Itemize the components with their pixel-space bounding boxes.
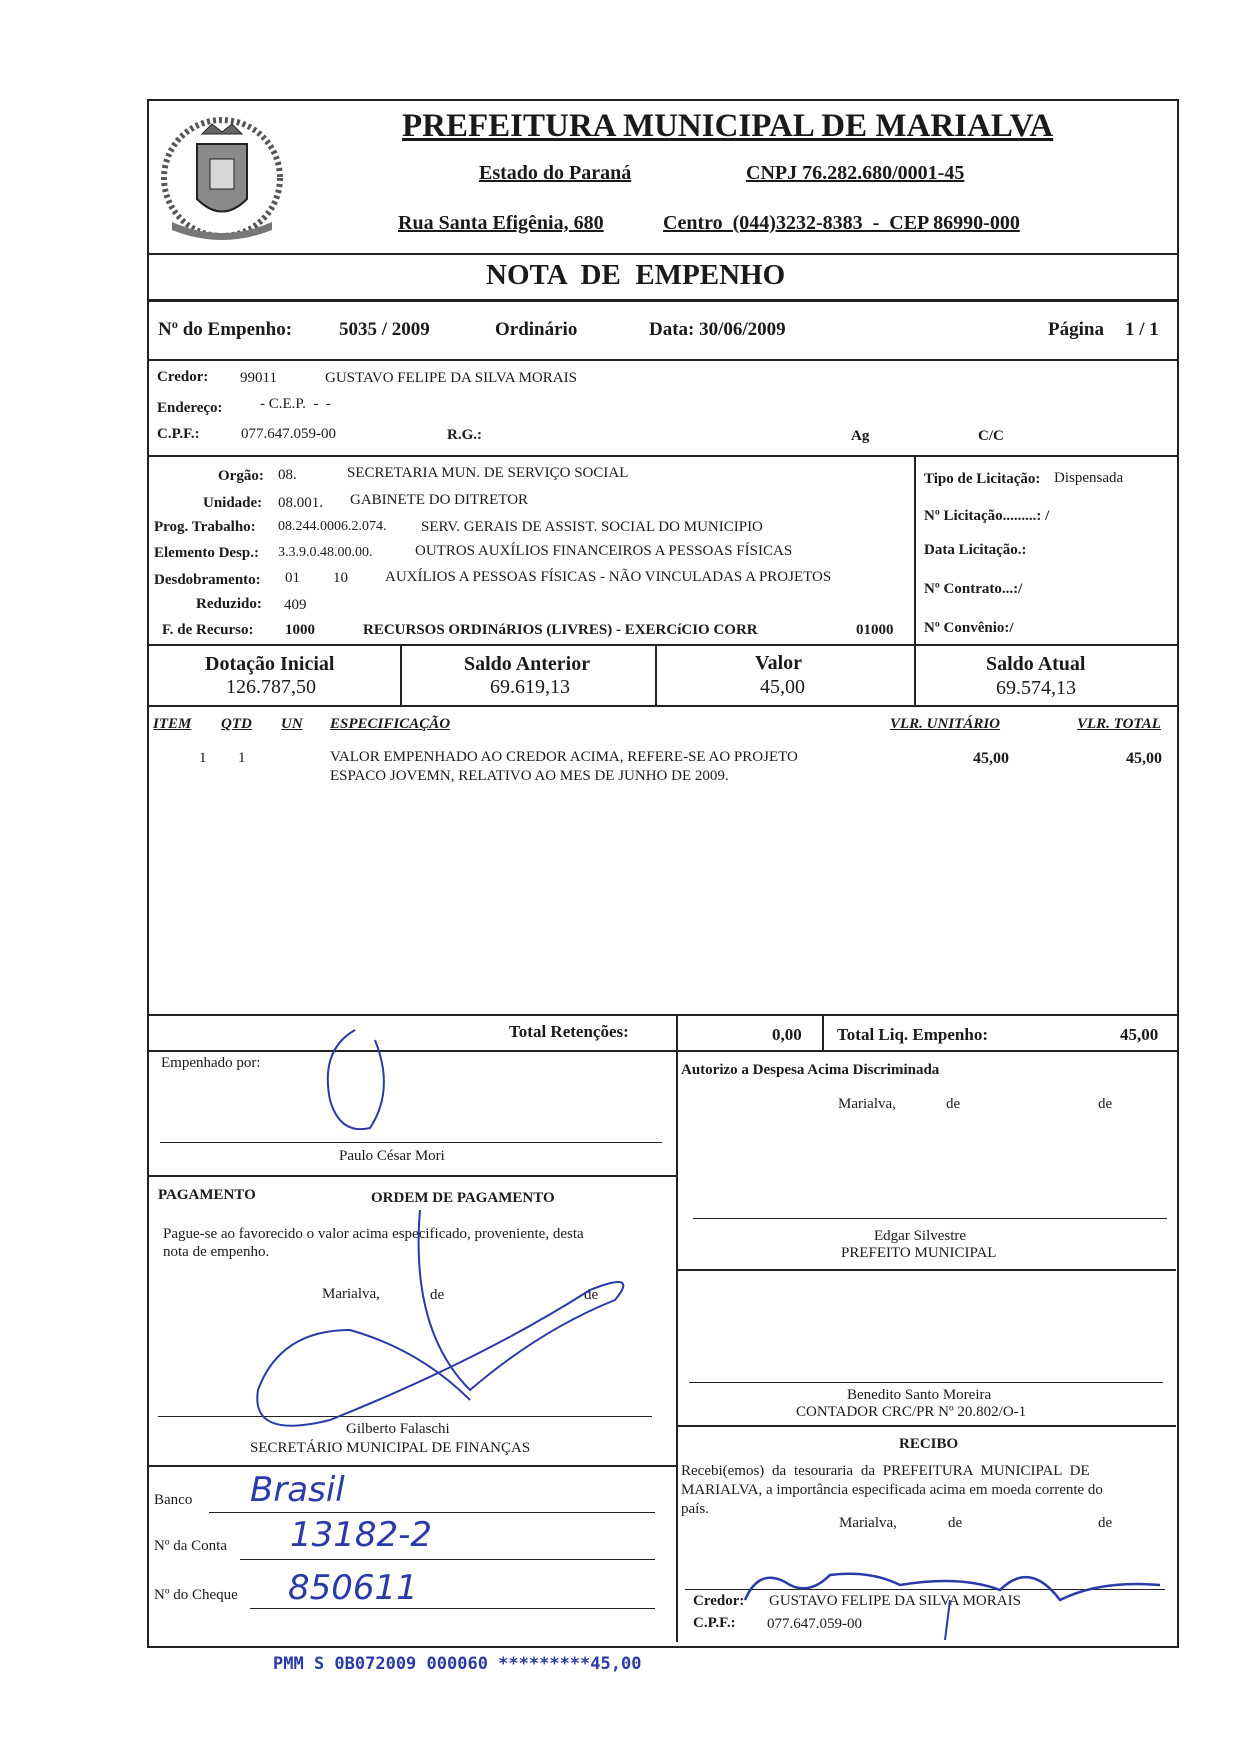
desd-code1: 01 [285, 570, 300, 586]
row-spec-line1: VALOR EMPENHADO AO CREDOR ACIMA, REFERE-SE AO PROJETO [330, 749, 798, 765]
contador-signer: Benedito Santo Moreira [847, 1387, 992, 1403]
cpf-label: C.P.F.: [157, 426, 200, 442]
contador-role: CONTADOR CRC/PR Nº 20.802/O-1 [796, 1404, 1027, 1420]
page-number: 1 / 1 [1125, 319, 1159, 340]
desd-code2: 10 [333, 570, 348, 586]
row-total: 45,00 [1126, 750, 1162, 767]
orgao-label: Orgão: [218, 468, 264, 484]
col-header-total: VLR. TOTAL [1077, 716, 1161, 732]
rg-label: R.G.: [447, 427, 482, 443]
valor-value: 45,00 [760, 676, 805, 698]
unidade-value: GABINETE DO DITRETOR [350, 492, 529, 508]
reduzido-label: Reduzido: [196, 596, 262, 612]
conta-value: 13182-2 [290, 1515, 433, 1555]
empenho-number: 5035 / 2009 [339, 319, 430, 340]
recibo-signature [745, 1574, 1160, 1600]
recurso-code: 1000 [285, 622, 315, 638]
autorizo-de2: de [1098, 1096, 1113, 1112]
desd-label: Desdobramento: [154, 572, 261, 588]
cheque-value: 850611 [288, 1568, 418, 1608]
autorizo-role: PREFEITO MUNICIPAL [841, 1245, 997, 1261]
cpf-value: 077.647.059-00 [241, 426, 336, 442]
empenhado-label: Empenhado por: [161, 1055, 261, 1071]
col-header-spec: ESPECIFICAÇÃO [330, 716, 451, 732]
district-phone-cep: Centro (044)3232-8383 - CEP 86990-000 [663, 212, 1020, 234]
saldo-anterior-label: Saldo Anterior [464, 653, 591, 675]
elem-value: OUTROS AUXÍLIOS FINANCEIROS A PESSOAS FÍSICAS [415, 543, 793, 559]
row-spec-line2: ESPACO JOVEMN, RELATIVO AO MES DE JUNHO DE 2009. [330, 768, 729, 784]
col-header-qtd: QTD [221, 716, 252, 732]
cheque-label: Nº do Cheque [154, 1587, 238, 1603]
recibo-credor-label: Credor: [693, 1593, 745, 1609]
retencoes-value: 0,00 [772, 1025, 802, 1044]
doc-title: NOTA DE EMPENHO [486, 259, 786, 291]
pagamento-signature [257, 1210, 623, 1426]
recurso-code2: 01000 [856, 622, 894, 638]
recibo-text-line2: MARIALVA, a importância especificada acima em moeda corrente do [681, 1482, 1103, 1498]
retencoes-label: Total Retenções: [509, 1022, 629, 1041]
prog-label: Prog. Trabalho: [154, 519, 256, 535]
reduzido-value: 409 [284, 597, 307, 613]
banco-label: Banco [154, 1492, 193, 1508]
valor-label: Valor [755, 652, 803, 674]
convenio: Nº Convênio:/ [924, 620, 1014, 636]
saldo-atual-value: 69.574,13 [996, 677, 1076, 699]
cc-label: C/C [978, 428, 1004, 444]
pagamento-role: SECRETÁRIO MUNICIPAL DE FINANÇAS [250, 1440, 531, 1456]
unidade-label: Unidade: [203, 495, 263, 511]
pagamento-label: PAGAMENTO [158, 1187, 256, 1203]
pagamento-city: Marialva, [322, 1286, 380, 1302]
licitacao-numero: Nº Licitação.........: / [924, 508, 1050, 524]
contrato: Nº Contrato...:/ [924, 581, 1023, 597]
ordem-pagamento-label: ORDEM DE PAGAMENTO [371, 1190, 555, 1206]
credor-name: GUSTAVO FELIPE DA SILVA MORAIS [325, 370, 577, 386]
licitacao-tipo: Dispensada [1054, 470, 1124, 486]
recurso-value: RECURSOS ORDINáRIOS (LIVRES) - EXERCíCIO CORR [363, 622, 758, 638]
recibo-cpf: 077.647.059-00 [767, 1616, 862, 1632]
page-title: PREFEITURA MUNICIPAL DE MARIALVA [402, 108, 1054, 144]
empenho-label: Nº do Empenho: [158, 319, 293, 340]
empenho-date: Data: 30/06/2009 [649, 319, 786, 340]
pagamento-text-line1: Pague-se ao favorecido o valor acima especificado, proveniente, desta [163, 1226, 584, 1242]
recibo-label: RECIBO [899, 1436, 959, 1452]
pagamento-text-line2: nota de empenho. [163, 1244, 270, 1260]
endereco-value: - C.E.P. - - [260, 396, 331, 412]
dotacao-value: 126.787,50 [226, 676, 316, 698]
autorizo-city: Marialva, [838, 1096, 896, 1112]
licitacao-data: Data Licitação.: [924, 542, 1027, 558]
pagamento-de2: de [584, 1287, 599, 1303]
row-unit: 45,00 [973, 750, 1009, 767]
col-header-item: ITEM [153, 716, 192, 732]
empenho-type: Ordinário [495, 319, 578, 340]
row-item: 1 [199, 750, 207, 766]
autorizo-de1: de [946, 1096, 961, 1112]
prog-value: SERV. GERAIS DE ASSIST. SOCIAL DO MUNICIPIO [421, 519, 763, 535]
elem-code: 3.3.9.0.48.00.00. [278, 545, 373, 560]
pagamento-signer: Gilberto Falaschi [346, 1421, 450, 1437]
banco-value: Brasil [250, 1470, 345, 1510]
endereco-label: Endereço: [157, 400, 223, 416]
orgao-value: SECRETARIA MUN. DE SERVIÇO SOCIAL [347, 465, 629, 481]
empenhado-signer: Paulo César Mori [339, 1148, 445, 1164]
dotacao-label: Dotação Inicial [205, 653, 335, 675]
machine-stamp: PMM S 0B072009 000060 *********45,00 [273, 1654, 642, 1674]
recibo-de2: de [1098, 1515, 1113, 1531]
recibo-cpf-label: C.P.F.: [693, 1615, 736, 1631]
col-header-un: UN [281, 716, 303, 732]
recibo-city: Marialva, [839, 1515, 897, 1531]
orgao-code: 08. [278, 467, 297, 483]
liq-value: 45,00 [1120, 1025, 1159, 1044]
recibo-credor: GUSTAVO FELIPE DA SILVA MORAIS [769, 1593, 1021, 1609]
row-qtd: 1 [238, 750, 246, 766]
recibo-text-line1: Recebi(emos) da tesouraria da PREFEITURA MUNICIPAL DE [681, 1463, 1090, 1479]
saldo-anterior-value: 69.619,13 [490, 676, 570, 698]
recurso-label: F. de Recurso: [162, 622, 254, 638]
recibo-de1: de [948, 1515, 963, 1531]
autorizo-label: Autorizo a Despesa Acima Discriminada [681, 1062, 940, 1078]
pagamento-de1: de [430, 1287, 445, 1303]
recibo-text-line3: país. [681, 1501, 709, 1517]
desd-value: AUXÍLIOS A PESSOAS FÍSICAS - NÃO VINCULADAS A PROJETOS [385, 569, 832, 585]
empenhado-signature [328, 1030, 384, 1129]
address-label: Rua Santa Efigênia, 680 [398, 212, 604, 234]
state-label: Estado do Paraná [479, 162, 632, 184]
autorizo-signer: Edgar Silvestre [874, 1228, 967, 1244]
page-label: Página [1048, 319, 1104, 340]
elem-label: Elemento Desp.: [154, 545, 259, 561]
unidade-code: 08.001. [278, 495, 323, 511]
col-header-unit: VLR. UNITÁRIO [890, 716, 1001, 732]
licitacao-tipo-label: Tipo de Licitação: [924, 471, 1041, 487]
credor-code: 99011 [240, 370, 277, 386]
credor-label: Credor: [157, 369, 209, 385]
conta-label: Nº da Conta [154, 1538, 227, 1554]
prog-code: 08.244.0006.2.074. [278, 519, 387, 534]
liq-label: Total Liq. Empenho: [837, 1025, 988, 1044]
cnpj-label: CNPJ 76.282.680/0001-45 [746, 162, 965, 184]
ag-label: Ag [851, 428, 870, 444]
saldo-atual-label: Saldo Atual [986, 653, 1086, 675]
